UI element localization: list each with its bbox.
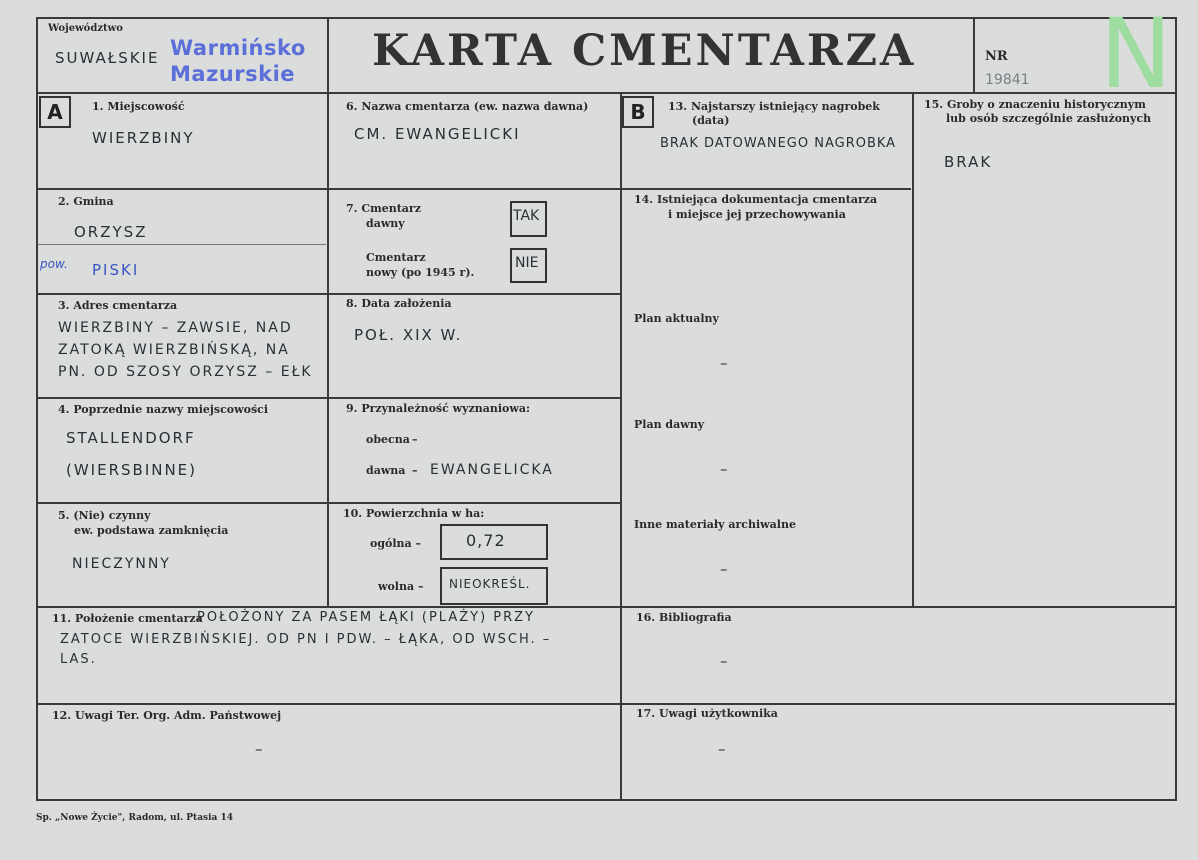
field-7-label: 7. Cmentarz (346, 202, 421, 215)
field-11-label: 11. Położenie cmentarza (52, 612, 203, 625)
row1-bottom (36, 188, 911, 190)
field-7-new-sublabel: nowy (po 1945 r). (366, 266, 475, 279)
voivodeship-stamp-line2: Mazurskie (170, 62, 296, 86)
field-7-new-value: NIE (515, 255, 539, 271)
plan-old-value: – (720, 460, 728, 478)
other-materials-label: Inne materiały archiwalne (634, 518, 796, 531)
field-13-value: BRAK DATOWANEGO NAGROBKA (660, 136, 897, 151)
other-materials-value: – (720, 560, 728, 578)
field-9-current-label: obecna (366, 433, 410, 446)
card-title: KARTA CMENTARZA (372, 26, 917, 76)
voivodeship-stamp-line1: Warmińsko (170, 36, 306, 60)
field-4-line1: STALLENDORF (66, 429, 196, 447)
field-12-label: 12. Uwagi Ter. Org. Adm. Państwowej (52, 709, 282, 722)
field-17-label: 17. Uwagi użytkownika (636, 707, 778, 720)
field-10-label: 10. Powierzchnia w ha: (343, 507, 485, 520)
field-4-label: 4. Poprzednie nazwy miejscowości (58, 403, 269, 416)
row6-bottom (36, 703, 1176, 705)
field-2-pow-prefix: pow. (40, 257, 68, 271)
gmina-separator (38, 244, 326, 245)
field-8-value: POŁ. XIX W. (354, 326, 463, 344)
header-bottom (36, 92, 1176, 94)
field-3-line1: WIERZBINY – ZAWSIE, NAD (58, 320, 293, 336)
field-15-value: BRAK (944, 153, 993, 171)
frame-right (1175, 17, 1177, 801)
field-11-line1: POŁOŻONY ZA PASEM ŁĄKI (PLAŻY) PRZY (197, 610, 535, 625)
field-1-label: 1. Miejscowość (92, 100, 185, 113)
field-10-free-label: wolna – (378, 580, 424, 593)
field-17-value: – (718, 740, 726, 758)
field-16-value: – (720, 652, 728, 670)
field-7-old-value: TAK (513, 208, 540, 224)
field-13-label: 13. Najstarszy istniejący nagrobek (668, 100, 880, 113)
frame-top (36, 17, 1176, 19)
row3-bottom (36, 397, 621, 399)
field-5-label: 5. (Nie) czynny (58, 509, 151, 522)
field-9-current-value: – (412, 433, 418, 446)
field-11-line2: ZATOCE WIERZBIŃSKIEJ. OD PN I PDW. – ŁĄKA, OD WSCH. – (60, 632, 552, 647)
field-2-pow-value: PISKI (92, 261, 140, 279)
field-6-value: CM. EWANGELICKI (354, 125, 521, 143)
field-4-line2: (WIERSBINNE) (66, 461, 198, 479)
field-12-value: – (255, 740, 263, 758)
category-letter: N (1100, 0, 1172, 110)
voivodeship-old-value: SUWAŁSKIE (55, 49, 160, 67)
field-7-old-label: dawny (366, 217, 405, 230)
field-9-old-dash: – (412, 464, 418, 477)
field-9-label: 9. Przynależność wyznaniowa: (346, 402, 531, 415)
frame-left (36, 17, 38, 801)
plan-current-label: Plan aktualny (634, 312, 719, 325)
col-div-ab (620, 93, 622, 801)
field-15-label: 15. Groby o znaczeniu historycznym (924, 98, 1146, 111)
field-2-value: ORZYSZ (74, 223, 148, 241)
field-2-label: 2. Gmina (58, 195, 114, 208)
printer-imprint: Sp. „Nowe Życie", Radom, ul. Ptasia 14 (36, 813, 234, 823)
section-a-marker: A (39, 96, 71, 128)
field-7-new-label: Cmentarz (366, 251, 426, 264)
header-div1 (327, 17, 329, 607)
field-6-label: 6. Nazwa cmentarza (ew. nazwa dawna) (346, 100, 589, 113)
field-8-label: 8. Data założenia (346, 297, 452, 310)
col-div-right (912, 93, 914, 607)
header-div2 (973, 17, 975, 93)
field-3-line2: ZATOKĄ WIERZBIŃSKĄ, NA (58, 342, 290, 358)
nr-label: NR (985, 49, 1008, 64)
field-14-label: 14. Istniejąca dokumentacja cmentarza (634, 193, 878, 206)
field-9-old-value: EWANGELICKA (430, 462, 554, 478)
field-3-label: 3. Adres cmentarza (58, 299, 178, 312)
plan-current-value: – (720, 354, 728, 372)
field-1-value: WIERZBINY (92, 129, 195, 147)
field-9-old-label: dawna (366, 464, 406, 477)
field-10-total-label: ogólna – (370, 537, 421, 550)
row4-bottom (36, 502, 621, 504)
field-13-sublabel: (data) (692, 114, 730, 127)
field-3-line3: PN. OD SZOSY ORZYSZ – EŁK (58, 364, 313, 380)
nr-value: 19841 (985, 72, 1030, 88)
field-11-line3: LAS. (60, 652, 97, 667)
field-5-value: NIECZYNNY (72, 556, 171, 572)
plan-old-label: Plan dawny (634, 418, 705, 431)
voivodeship-label: Województwo (48, 23, 123, 34)
frame-bottom (36, 799, 1177, 801)
field-5-sublabel: ew. podstawa zamknięcia (74, 524, 229, 537)
section-b-marker: B (622, 96, 654, 128)
field-14-sublabel: i miejsce jej przechowywania (668, 208, 846, 221)
field-10-total-value: 0,72 (466, 531, 506, 550)
row2-bottom (36, 293, 621, 295)
field-16-label: 16. Bibliografia (636, 611, 732, 624)
field-15-sublabel: lub osób szczególnie zasłużonych (946, 112, 1152, 125)
field-10-free-value: NIEOKREŚL. (449, 577, 531, 591)
